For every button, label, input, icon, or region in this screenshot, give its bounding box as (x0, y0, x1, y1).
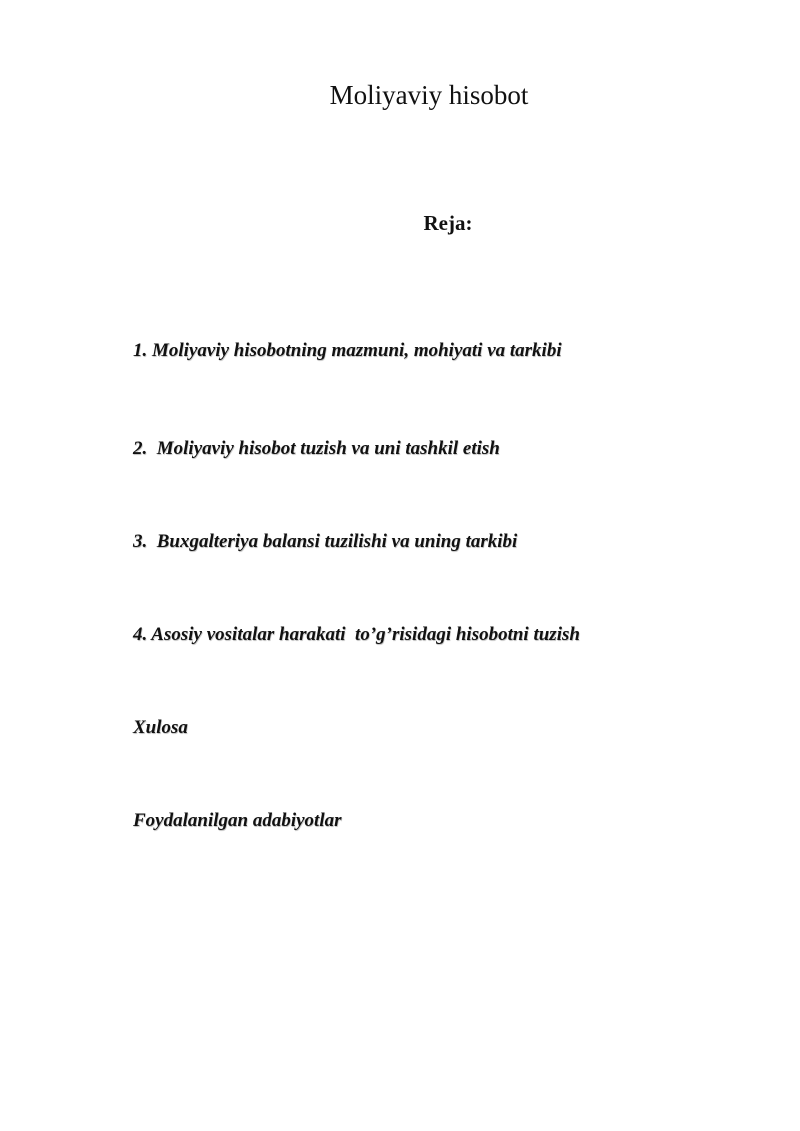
toc-item-4: 4. Asosiy vositalar harakati to’g’risidagi hisobotni tuzish (133, 624, 580, 645)
toc-item-2: 2. Moliyaviy hisobot tuzish va uni tashkil etish (133, 438, 500, 459)
table-of-contents (133, 281, 580, 891)
page-title: Moliyaviy hisobot (329, 80, 529, 110)
plan-heading: Reja: (423, 211, 473, 235)
toc-item-references: Foydalanilgan adabiyotlar (133, 810, 342, 831)
toc-item-3: 3. Buxgalteriya balansi tuzilishi va uning tarkibi (133, 531, 518, 552)
toc-item-1: 1. Moliyaviy hisobotning mazmuni, mohiyati va tarkibi (133, 340, 562, 361)
toc-item-conclusion: Xulosa (133, 717, 188, 738)
